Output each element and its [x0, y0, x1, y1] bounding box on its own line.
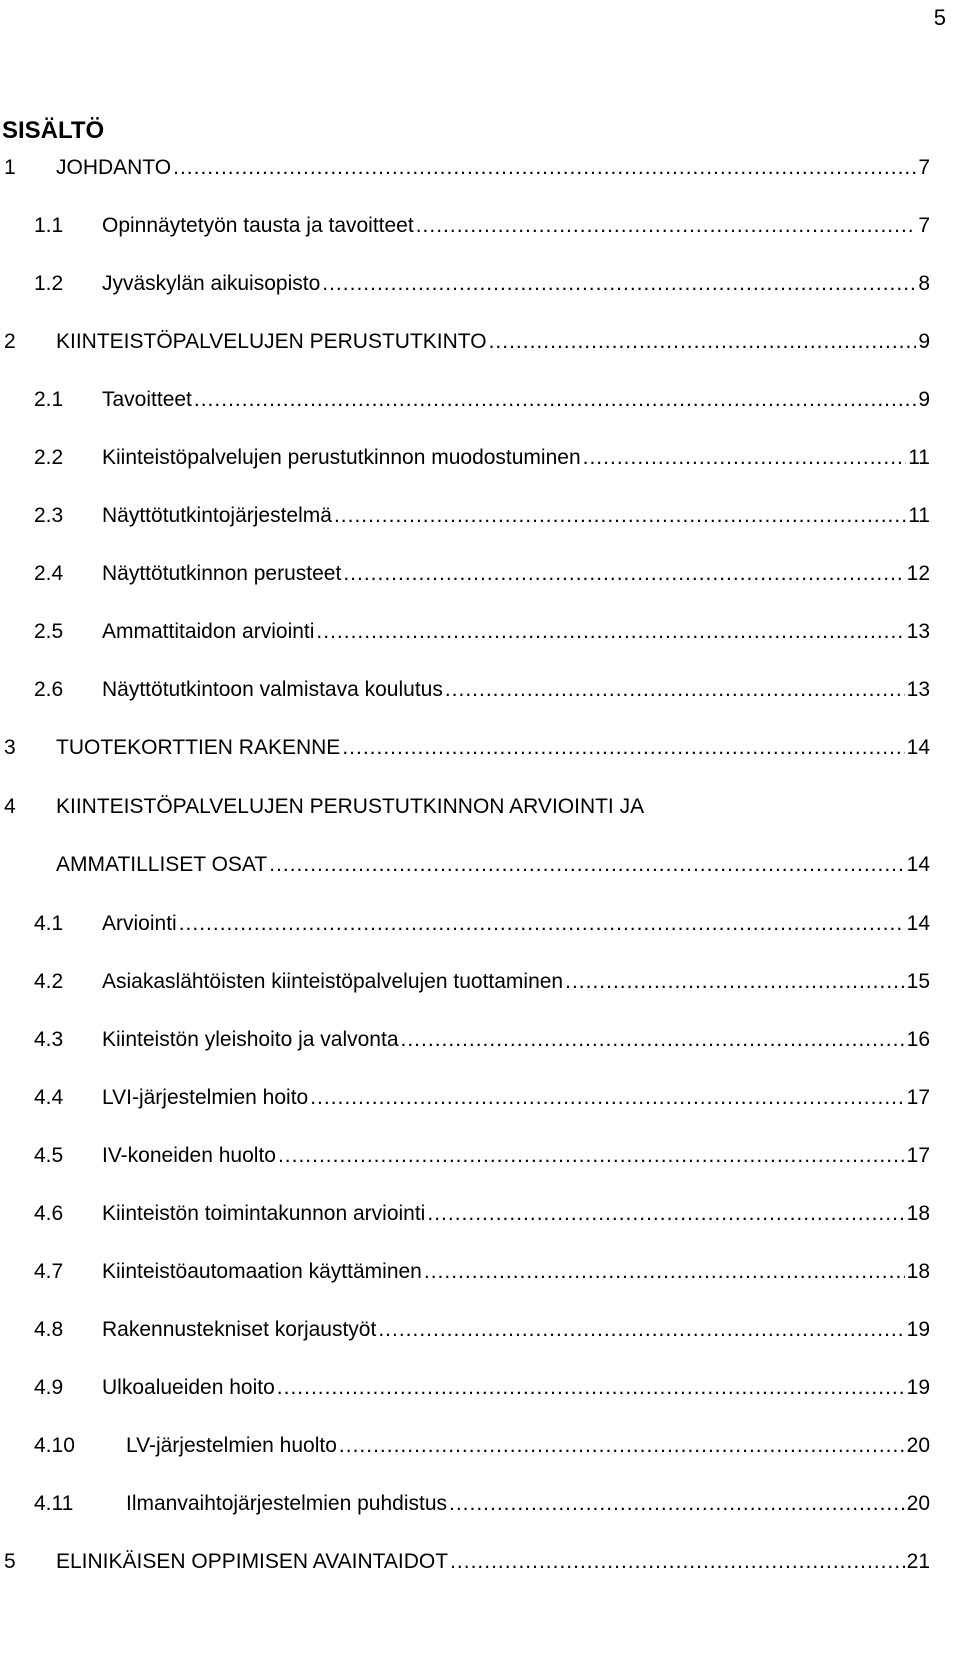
- toc-entry-page: 13: [906, 678, 930, 701]
- toc-entry[interactable]: [0, 386, 930, 414]
- toc-entry-title: TUOTEKORTTIEN RAKENNE: [56, 736, 341, 759]
- toc-entry-title: Opinnäytetyön tausta ja tavoitteet: [102, 214, 414, 237]
- toc-entry-number: 3: [4, 736, 16, 759]
- toc-dot-leader: [334, 502, 906, 530]
- toc-entry[interactable]: [0, 154, 930, 182]
- toc-entry[interactable]: [0, 851, 930, 879]
- toc-entry-title: Ulkoalueiden hoito: [102, 1376, 275, 1399]
- toc-entry-page: 11: [908, 504, 930, 527]
- toc-entry-title: Näyttötutkinnon perusteet: [102, 562, 342, 585]
- toc-entry-title: Näyttötutkintoon valmistava koulutus: [102, 678, 443, 701]
- toc-dot-leader: [277, 1374, 905, 1402]
- toc-entry-title: LVI-järjestelmien hoito: [102, 1086, 309, 1109]
- toc-entry-number: 2: [4, 330, 16, 353]
- toc-entry-page: 17: [906, 1144, 930, 1167]
- toc-entry[interactable]: [0, 676, 930, 704]
- toc-entry[interactable]: [0, 444, 930, 472]
- toc-dot-leader: [450, 1548, 905, 1576]
- toc-entry-title: Tavoitteet: [102, 388, 192, 411]
- toc-entry-title: JOHDANTO: [56, 156, 172, 179]
- toc-entry-page: 11: [908, 446, 930, 469]
- toc-entry-title: Rakennustekniset korjaustyöt: [102, 1318, 377, 1341]
- toc-entry-number: 2.4: [34, 562, 64, 585]
- toc-entry[interactable]: [0, 793, 930, 821]
- toc-entry-title: Asiakaslähtöisten kiinteistöpalvelujen tuottaminen: [102, 970, 564, 993]
- toc-entry-number: 4.6: [34, 1202, 64, 1225]
- toc-dot-leader: [269, 851, 904, 879]
- toc-entry-number: 4.11: [34, 1492, 74, 1515]
- toc-dot-leader: [449, 1490, 905, 1518]
- toc-entry[interactable]: [0, 560, 930, 588]
- toc-entry-title: IV-koneiden huolto: [102, 1144, 276, 1167]
- toc-entry-number: 4.5: [34, 1144, 64, 1167]
- toc-entry[interactable]: [0, 968, 930, 996]
- toc-dot-leader: [489, 328, 917, 356]
- toc-entry-page: 16: [906, 1028, 930, 1051]
- toc-entry[interactable]: [0, 1432, 930, 1460]
- toc-entry-page: 14: [906, 912, 930, 935]
- toc-entry[interactable]: [0, 1142, 930, 1170]
- toc-dot-leader: [316, 618, 904, 646]
- toc-entry-title: ELINIKÄISEN OPPIMISEN AVAINTAIDOT: [56, 1550, 449, 1573]
- toc-entry-page: 13: [906, 620, 930, 643]
- toc-entry[interactable]: [0, 1316, 930, 1344]
- toc-entry-number: 4.1: [34, 912, 64, 935]
- toc-entry-number: 4.8: [34, 1318, 64, 1341]
- toc-entry-page: 19: [906, 1318, 930, 1341]
- toc-entry-title: Kiinteistön toimintakunnon arviointi: [102, 1202, 426, 1225]
- toc-dot-leader: [278, 1142, 905, 1170]
- toc-entry-number: 4.4: [34, 1086, 64, 1109]
- toc-entry-title: Jyväskylän aikuisopisto: [102, 272, 321, 295]
- page-number: 5: [933, 5, 946, 30]
- toc-entry-number: 1.1: [34, 214, 64, 237]
- toc-entry-number: 1: [4, 156, 16, 179]
- toc-dot-leader: [343, 560, 904, 588]
- toc-entry-title: Kiinteistöpalvelujen perustutkinnon muodostuminen: [102, 446, 581, 469]
- toc-entry[interactable]: [0, 734, 930, 762]
- toc-entry[interactable]: [0, 1374, 930, 1402]
- toc-entry-page: 18: [906, 1202, 930, 1225]
- toc-entry-page: 19: [906, 1376, 930, 1399]
- toc-entry-page: 9: [918, 388, 930, 411]
- toc-dot-leader: [583, 444, 907, 472]
- toc-dot-leader: [416, 212, 917, 240]
- toc-entry[interactable]: [0, 1084, 930, 1112]
- toc-entry-title: Kiinteistöautomaation käyttäminen: [102, 1260, 422, 1283]
- toc-entry-page: 8: [918, 272, 930, 295]
- toc-entry[interactable]: [0, 618, 930, 646]
- toc-entry-title: Näyttötutkintojärjestelmä: [102, 504, 332, 527]
- toc-entry-number: 4.7: [34, 1260, 64, 1283]
- toc-entry-number: 5: [4, 1550, 16, 1573]
- toc-dot-leader: [378, 1316, 904, 1344]
- toc-entry-number: 4.9: [34, 1376, 64, 1399]
- toc-entry-page: 9: [918, 330, 930, 353]
- toc-dot-leader: [445, 676, 905, 704]
- toc-dot-leader: [194, 386, 916, 414]
- toc-entry-page: 20: [906, 1434, 930, 1457]
- toc-entry-page: 15: [906, 970, 930, 993]
- toc-dot-leader: [424, 1258, 905, 1286]
- toc-entry-number: 4.2: [34, 970, 64, 993]
- toc-entry-number: 4.3: [34, 1028, 64, 1051]
- toc-dot-leader: [173, 154, 916, 182]
- toc-entry-number: 4.10: [34, 1434, 75, 1457]
- toc-entry-page: 14: [906, 736, 930, 759]
- toc-entry[interactable]: [0, 270, 930, 298]
- toc-entry-number: 2.1: [34, 388, 64, 411]
- toc-entry[interactable]: [0, 1548, 930, 1576]
- toc-entry[interactable]: [0, 502, 930, 530]
- toc-entry[interactable]: [0, 910, 930, 938]
- toc-entry-title: KIINTEISTÖPALVELUJEN PERUSTUTKINNON ARVIOINTI JA: [56, 795, 645, 818]
- toc-entry-title: LV-järjestelmien huolto: [126, 1434, 337, 1457]
- toc-dot-leader: [179, 910, 905, 938]
- toc-heading: SISÄLTÖ: [2, 117, 105, 144]
- toc-entry-number: 4: [4, 795, 16, 818]
- toc-entry[interactable]: [0, 1026, 930, 1054]
- toc-dot-leader: [339, 1432, 905, 1460]
- toc-dot-leader: [565, 968, 905, 996]
- toc-dot-leader: [401, 1026, 905, 1054]
- toc-entry-page: 18: [906, 1260, 930, 1283]
- toc-entry[interactable]: [0, 1490, 930, 1518]
- toc-entry-number: 2.5: [34, 620, 64, 643]
- toc-dot-leader: [427, 1200, 904, 1228]
- toc-entry-title: Kiinteistön yleishoito ja valvonta: [102, 1028, 399, 1051]
- toc-entry-title: Ammattitaidon arviointi: [102, 620, 315, 643]
- toc-entry-page: 14: [906, 853, 930, 876]
- toc-entry-page: 7: [918, 214, 930, 237]
- toc-entry[interactable]: [0, 1258, 930, 1286]
- toc-entry-number: 2.3: [34, 504, 64, 527]
- toc-entry-number: 2.6: [34, 678, 64, 701]
- toc-entry-number: 2.2: [34, 446, 64, 469]
- toc-entry-title: AMMATILLISET OSAT: [56, 853, 268, 876]
- toc-entry[interactable]: [0, 328, 930, 356]
- toc-entry-title: Arviointi: [102, 912, 177, 935]
- toc-entry-number: 1.2: [34, 272, 64, 295]
- toc-dot-leader: [322, 270, 916, 298]
- toc-entry-title: Ilmanvaihtojärjestelmien puhdistus: [126, 1492, 447, 1515]
- toc-entry[interactable]: [0, 212, 930, 240]
- toc-entry-title: KIINTEISTÖPALVELUJEN PERUSTUTKINTO: [56, 330, 487, 353]
- toc-entry[interactable]: [0, 1200, 930, 1228]
- toc-entry-page: 12: [906, 562, 930, 585]
- toc-entry-page: 17: [906, 1086, 930, 1109]
- toc-entry-page: 21: [906, 1550, 930, 1573]
- toc-dot-leader: [310, 1084, 904, 1112]
- toc-entry-page: 20: [906, 1492, 930, 1515]
- toc-entry-page: 7: [918, 156, 930, 179]
- toc-dot-leader: [342, 734, 904, 762]
